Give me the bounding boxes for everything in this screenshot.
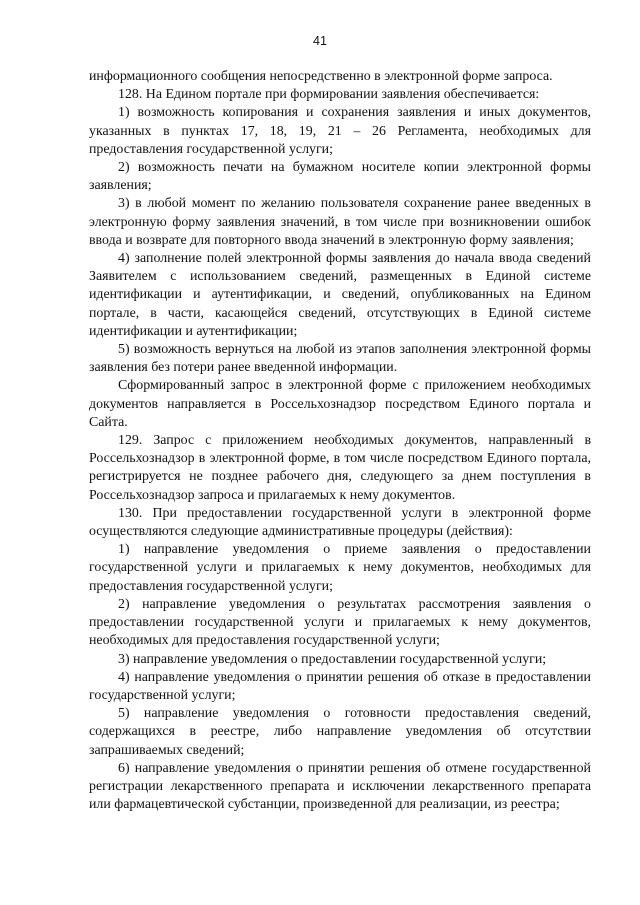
list-item-130-6: 6) направление уведомления о принятии решения об отмене государственной регистрации лекарственного препарата и исключении лекарственного препарата или фармацевтической субстанции, произведенной для реализации, из реестра; [89,760,591,813]
list-item-128-1: 1) возможность копирования и сохранения заявления и иных документов, указанных в пунктах 17, 18, 19, 21 – 26 Регламента, необходимых для предоставления государственной услуги; [89,105,591,157]
list-item-130-3: 3) направление уведомления о предоставлении государственной услуги; [118,651,547,667]
list-item-130-2: 2) направление уведомления о результатах рассмотрения заявления о предоставлении государственной услуги и прилагаемых к нему документов, необходимых для предоставления государственной услуги; [89,596,591,649]
list-item-130-1: 1) направление уведомления о приеме заявления о предоставлении государственной услуги и прилагаемых к нему документов, необходимых для предоставления государственной услуги; [89,542,591,594]
list-item-128-5: 5) возможность вернуться на любой из этапов заполнения электронной формы заявления без потери ранее введенной информации. [89,342,591,376]
paragraph-request-sent: Сформированный запрос в электронной форме с приложением необходимых документов направляется в Россельхознадзор посредством Единого портала и Сайта. [89,378,591,430]
list-item-128-2: 2) возможность печати на бумажном носителе копии электронной формы заявления; [89,160,591,194]
paragraph-continuation: информационного сообщения непосредственно в электронной форме запроса. [89,69,553,84]
list-item-130-5: 5) направление уведомления о готовности предоставления сведений, содержащихся в реестре, либо направление уведомления об отсутствии запрашиваемых сведений; [89,706,591,758]
paragraph-130: 130. При предоставлении государственной услуги в электронной форме осуществляются следующие административные процедуры (действия): [89,505,591,540]
list-item-128-4: 4) заполнение полей электронной формы заявления до начала ввода сведений Заявителем с использованием сведений, размещенных в Единой системе идентификации и аутентификации, и сведений, опубликованных на Едином портале, в части, касающейся сведений, отсутствующих в Единой системе идентификации и аутентификации; [89,251,591,339]
page-number: 41 [313,34,327,48]
list-item-130-4: 4) направление уведомления о принятии решения об отказе в предоставлении государственной услуги; [89,669,591,703]
paragraph-129: 129. Запрос с приложением необходимых документов, направленный в Россельхознадзор в электронной форме, в том числе посредством Единого портала, регистрируется не позднее рабочего дня, следующего за днем поступления в Россельхознадзор запроса и прилагаемых к нему документов. [89,433,591,503]
document-body [89,68,591,814]
list-item-128-3: 3) в любой момент по желанию пользователя сохранение ранее введенных в электронную форму заявления значений, в том числе при возникновении ошибок ввода и возврате для повторного ввода значений в электронную форму заявления; [89,196,591,248]
paragraph-128: 128. На Едином портале при формировании заявления обеспечивается: [118,87,540,103]
